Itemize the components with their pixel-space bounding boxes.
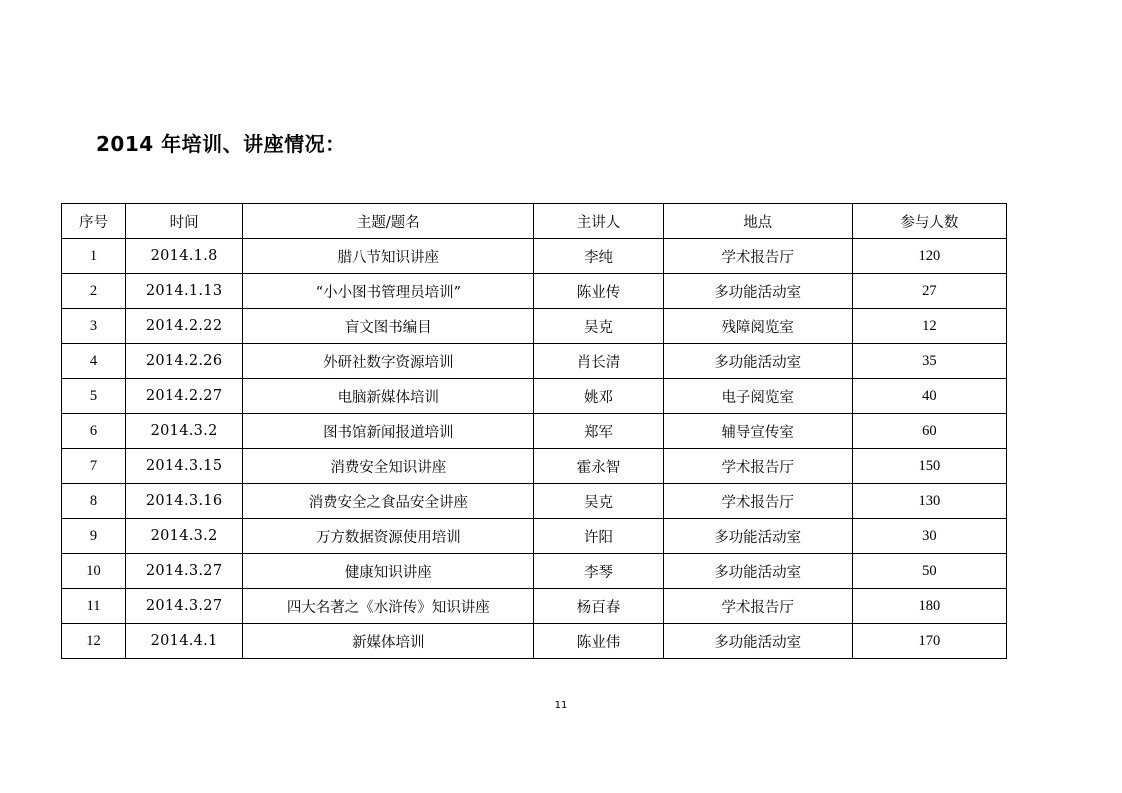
cell-speaker: 肖长清 xyxy=(534,344,663,379)
header-time: 时间 xyxy=(126,204,243,239)
cell-topic: 腊八节知识讲座 xyxy=(243,239,534,274)
table-row xyxy=(62,484,1007,519)
cell-topic: 图书馆新闻报道培训 xyxy=(243,414,534,449)
cell-attendees: 27 xyxy=(852,274,1006,309)
cell-index: 2 xyxy=(62,274,126,309)
header-index: 序号 xyxy=(62,204,126,239)
cell-topic: “小小图书管理员培训” xyxy=(243,274,534,309)
cell-location: 电子阅览室 xyxy=(663,379,852,414)
table-row xyxy=(62,519,1007,554)
cell-speaker: 李纯 xyxy=(534,239,663,274)
cell-topic: 健康知识讲座 xyxy=(243,554,534,589)
header-topic: 主题/题名 xyxy=(243,204,534,239)
cell-index: 7 xyxy=(62,449,126,484)
training-lectures-table xyxy=(61,203,1007,659)
cell-attendees: 130 xyxy=(852,484,1006,519)
table-row xyxy=(62,589,1007,624)
cell-speaker: 郑军 xyxy=(534,414,663,449)
cell-time: 2014.4.1 xyxy=(126,624,243,659)
cell-time: 2014.2.27 xyxy=(126,379,243,414)
cell-location: 学术报告厅 xyxy=(663,239,852,274)
table-row xyxy=(62,554,1007,589)
cell-topic: 万方数据资源使用培训 xyxy=(243,519,534,554)
cell-location: 多功能活动室 xyxy=(663,554,852,589)
cell-topic: 四大名著之《水浒传》知识讲座 xyxy=(243,589,534,624)
cell-location: 辅导宣传室 xyxy=(663,414,852,449)
cell-time: 2014.2.26 xyxy=(126,344,243,379)
cell-time: 2014.3.2 xyxy=(126,519,243,554)
cell-speaker: 陈业传 xyxy=(534,274,663,309)
cell-topic: 盲文图书编目 xyxy=(243,309,534,344)
cell-location: 多功能活动室 xyxy=(663,624,852,659)
cell-index: 1 xyxy=(62,239,126,274)
cell-time: 2014.3.2 xyxy=(126,414,243,449)
cell-topic: 消费安全知识讲座 xyxy=(243,449,534,484)
cell-attendees: 60 xyxy=(852,414,1006,449)
cell-topic: 电脑新媒体培训 xyxy=(243,379,534,414)
table-row xyxy=(62,449,1007,484)
table-header-row xyxy=(62,204,1007,239)
cell-time: 2014.1.13 xyxy=(126,274,243,309)
cell-index: 12 xyxy=(62,624,126,659)
cell-attendees: 120 xyxy=(852,239,1006,274)
cell-attendees: 170 xyxy=(852,624,1006,659)
cell-time: 2014.1.8 xyxy=(126,239,243,274)
cell-location: 学术报告厅 xyxy=(663,449,852,484)
cell-speaker: 霍永智 xyxy=(534,449,663,484)
cell-speaker: 杨百春 xyxy=(534,589,663,624)
table-row xyxy=(62,344,1007,379)
cell-time: 2014.3.15 xyxy=(126,449,243,484)
cell-index: 5 xyxy=(62,379,126,414)
cell-speaker: 姚邓 xyxy=(534,379,663,414)
table-row xyxy=(62,624,1007,659)
cell-index: 4 xyxy=(62,344,126,379)
cell-location: 多功能活动室 xyxy=(663,274,852,309)
cell-time: 2014.3.27 xyxy=(126,554,243,589)
cell-location: 学术报告厅 xyxy=(663,484,852,519)
cell-location: 多功能活动室 xyxy=(663,519,852,554)
cell-time: 2014.3.27 xyxy=(126,589,243,624)
table-row xyxy=(62,309,1007,344)
table-row xyxy=(62,274,1007,309)
cell-location: 残障阅览室 xyxy=(663,309,852,344)
table-row xyxy=(62,379,1007,414)
cell-speaker: 陈业伟 xyxy=(534,624,663,659)
cell-index: 6 xyxy=(62,414,126,449)
cell-index: 11 xyxy=(62,589,126,624)
cell-topic: 外研社数字资源培训 xyxy=(243,344,534,379)
cell-index: 3 xyxy=(62,309,126,344)
cell-attendees: 40 xyxy=(852,379,1006,414)
table-row xyxy=(62,239,1007,274)
header-attendees: 参与人数 xyxy=(852,204,1006,239)
page-heading: 2014 年培训、讲座情况： xyxy=(96,132,346,156)
cell-topic: 新媒体培训 xyxy=(243,624,534,659)
cell-speaker: 吴克 xyxy=(534,309,663,344)
header-location: 地点 xyxy=(663,204,852,239)
cell-speaker: 吴克 xyxy=(534,484,663,519)
cell-location: 多功能活动室 xyxy=(663,344,852,379)
cell-time: 2014.2.22 xyxy=(126,309,243,344)
cell-attendees: 50 xyxy=(852,554,1006,589)
cell-speaker: 许阳 xyxy=(534,519,663,554)
cell-location: 学术报告厅 xyxy=(663,589,852,624)
cell-index: 9 xyxy=(62,519,126,554)
cell-attendees: 180 xyxy=(852,589,1006,624)
cell-topic: 消费安全之食品安全讲座 xyxy=(243,484,534,519)
header-speaker: 主讲人 xyxy=(534,204,663,239)
page-number: 11 xyxy=(554,700,568,711)
cell-attendees: 30 xyxy=(852,519,1006,554)
cell-attendees: 35 xyxy=(852,344,1006,379)
cell-index: 8 xyxy=(62,484,126,519)
table-row xyxy=(62,414,1007,449)
cell-speaker: 李琴 xyxy=(534,554,663,589)
cell-time: 2014.3.16 xyxy=(126,484,243,519)
cell-attendees: 12 xyxy=(852,309,1006,344)
cell-attendees: 150 xyxy=(852,449,1006,484)
cell-index: 10 xyxy=(62,554,126,589)
